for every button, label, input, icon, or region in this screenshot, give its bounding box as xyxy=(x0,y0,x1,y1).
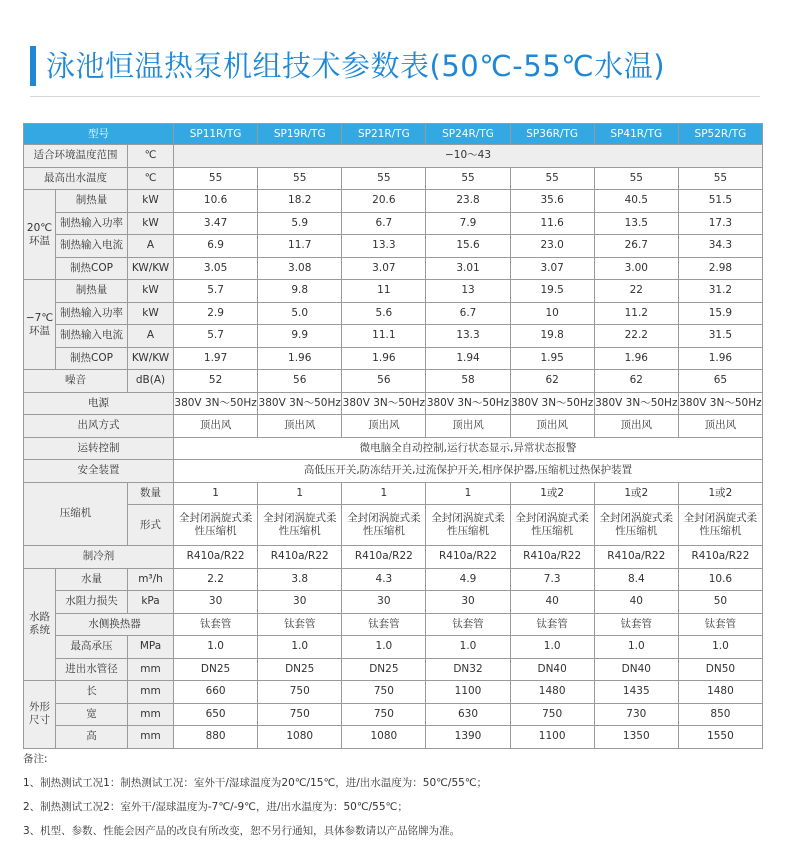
value-cell: 880 xyxy=(174,726,258,749)
value-cell: 380V 3N～50Hz xyxy=(594,392,678,415)
row-label: 水侧换热器 xyxy=(56,613,174,636)
spec-row xyxy=(24,415,763,438)
unit-cell: KW/KW xyxy=(128,257,174,280)
value-cell: 850 xyxy=(678,703,762,726)
value-cell: 55 xyxy=(510,167,594,190)
spec-row xyxy=(24,703,763,726)
unit-cell: ℃ xyxy=(128,167,174,190)
value-cell: 1480 xyxy=(510,681,594,704)
spec-row xyxy=(24,190,763,213)
notes xyxy=(23,752,487,848)
model-header: SP36R/TG xyxy=(510,124,594,145)
value-cell: 11.1 xyxy=(342,325,426,348)
value-cell: 顶出风 xyxy=(426,415,510,438)
group-label: 水路 系统 xyxy=(24,568,56,681)
model-header-label: 型号 xyxy=(24,124,174,145)
spec-row xyxy=(24,636,763,659)
spec-row xyxy=(24,325,763,348)
value-cell: 3.01 xyxy=(426,257,510,280)
row-label: 适合环境温度范围 xyxy=(24,145,128,168)
value-cell: −10～43 xyxy=(174,145,763,168)
value-cell: 11 xyxy=(342,280,426,303)
row-label: 宽 xyxy=(56,703,128,726)
value-cell: DN25 xyxy=(258,658,342,681)
unit-cell: kPa xyxy=(128,591,174,614)
value-cell: 750 xyxy=(342,703,426,726)
row-label: 电源 xyxy=(24,392,174,415)
value-cell: 1.96 xyxy=(342,347,426,370)
spec-row xyxy=(24,212,763,235)
value-cell: 31.5 xyxy=(678,325,762,348)
value-cell: 6.7 xyxy=(426,302,510,325)
value-cell: 34.3 xyxy=(678,235,762,258)
unit-cell: A xyxy=(128,235,174,258)
value-cell: 1.0 xyxy=(678,636,762,659)
value-cell: R410a/R22 xyxy=(426,546,510,569)
spec-row xyxy=(24,482,763,505)
spec-row xyxy=(24,613,763,636)
spec-row xyxy=(24,392,763,415)
value-cell: 顶出风 xyxy=(174,415,258,438)
row-label: 数量 xyxy=(128,482,174,505)
value-cell: 10.6 xyxy=(678,568,762,591)
unit-cell: MPa xyxy=(128,636,174,659)
value-cell: 31.2 xyxy=(678,280,762,303)
value-cell: 钛套管 xyxy=(258,613,342,636)
value-cell: 9.9 xyxy=(258,325,342,348)
spec-row xyxy=(24,167,763,190)
value-cell: 1.96 xyxy=(594,347,678,370)
unit-cell: mm xyxy=(128,658,174,681)
unit-cell: A xyxy=(128,325,174,348)
value-cell: 1480 xyxy=(678,681,762,704)
value-cell: 15.9 xyxy=(678,302,762,325)
value-cell: 22.2 xyxy=(594,325,678,348)
value-cell: 钛套管 xyxy=(174,613,258,636)
group-label: −7℃ 环温 xyxy=(24,280,56,370)
row-label: 制热COP xyxy=(56,257,128,280)
value-cell: 1550 xyxy=(678,726,762,749)
unit-cell: mm xyxy=(128,703,174,726)
unit-cell: kW xyxy=(128,190,174,213)
value-cell: 全封闭涡旋式柔性压缩机 xyxy=(426,505,510,546)
value-cell: 全封闭涡旋式柔性压缩机 xyxy=(510,505,594,546)
value-cell: 4.3 xyxy=(342,568,426,591)
value-cell: 高低压开关,防冻结开关,过流保护开关,相序保护器,压缩机过热保护装置 xyxy=(174,460,763,483)
value-cell: 1.96 xyxy=(258,347,342,370)
row-label: 制热输入功率 xyxy=(56,212,128,235)
value-cell: 1或2 xyxy=(510,482,594,505)
value-cell: 9.8 xyxy=(258,280,342,303)
value-cell: 顶出风 xyxy=(342,415,426,438)
value-cell: 钛套管 xyxy=(426,613,510,636)
spec-row xyxy=(24,681,763,704)
value-cell: 18.2 xyxy=(258,190,342,213)
unit-cell: ℃ xyxy=(128,145,174,168)
value-cell: 1.0 xyxy=(510,636,594,659)
value-cell: 10.6 xyxy=(174,190,258,213)
value-cell: 750 xyxy=(258,681,342,704)
value-cell: 顶出风 xyxy=(510,415,594,438)
value-cell: 13.5 xyxy=(594,212,678,235)
value-cell: 30 xyxy=(342,591,426,614)
value-cell: 55 xyxy=(678,167,762,190)
unit-cell: dB(A) xyxy=(128,370,174,393)
value-cell: R410a/R22 xyxy=(510,546,594,569)
value-cell: 55 xyxy=(594,167,678,190)
note-item: 1、制热测试工况1：制热测试工况：室外干/湿球温度为20℃/15℃，进/出水温度为：50℃/55℃； xyxy=(23,777,488,789)
value-cell: 钛套管 xyxy=(510,613,594,636)
value-cell: 全封闭涡旋式柔性压缩机 xyxy=(678,505,762,546)
value-cell: 380V 3N～50Hz xyxy=(342,392,426,415)
value-cell: 1.94 xyxy=(426,347,510,370)
row-label: 制热COP xyxy=(56,347,128,370)
value-cell: 6.7 xyxy=(342,212,426,235)
value-cell: 5.7 xyxy=(174,280,258,303)
value-cell: 380V 3N～50Hz xyxy=(174,392,258,415)
row-label: 噪音 xyxy=(24,370,128,393)
value-cell: 7.9 xyxy=(426,212,510,235)
value-cell: 750 xyxy=(510,703,594,726)
spec-row xyxy=(24,370,763,393)
unit-cell: KW/KW xyxy=(128,347,174,370)
unit-cell: kW xyxy=(128,212,174,235)
value-cell: 1.0 xyxy=(174,636,258,659)
value-cell: 380V 3N～50Hz xyxy=(426,392,510,415)
value-cell: 40 xyxy=(510,591,594,614)
spec-row xyxy=(24,726,763,749)
value-cell: DN32 xyxy=(426,658,510,681)
value-cell: DN25 xyxy=(342,658,426,681)
unit-cell: m³/h xyxy=(128,568,174,591)
value-cell: 1.0 xyxy=(258,636,342,659)
value-cell: 3.05 xyxy=(174,257,258,280)
value-cell: 11.7 xyxy=(258,235,342,258)
value-cell: 26.7 xyxy=(594,235,678,258)
spec-row xyxy=(24,546,763,569)
value-cell: 380V 3N～50Hz xyxy=(510,392,594,415)
value-cell: 1或2 xyxy=(678,482,762,505)
row-label: 水量 xyxy=(56,568,128,591)
value-cell: DN40 xyxy=(510,658,594,681)
value-cell: 3.08 xyxy=(258,257,342,280)
spec-row xyxy=(24,280,763,303)
value-cell: 13 xyxy=(426,280,510,303)
value-cell: 15.6 xyxy=(426,235,510,258)
value-cell: 30 xyxy=(174,591,258,614)
value-cell: 380V 3N～50Hz xyxy=(678,392,762,415)
value-cell: 13.3 xyxy=(426,325,510,348)
model-header: SP41R/TG xyxy=(594,124,678,145)
value-cell: 1或2 xyxy=(594,482,678,505)
value-cell: R410a/R22 xyxy=(342,546,426,569)
model-header: SP21R/TG xyxy=(342,124,426,145)
model-header: SP11R/TG xyxy=(174,124,258,145)
spec-row xyxy=(24,658,763,681)
row-label: 制热量 xyxy=(56,190,128,213)
value-cell: 730 xyxy=(594,703,678,726)
value-cell: 10 xyxy=(510,302,594,325)
value-cell: 顶出风 xyxy=(678,415,762,438)
value-cell: 35.6 xyxy=(510,190,594,213)
header-row xyxy=(24,124,763,145)
value-cell: 1.95 xyxy=(510,347,594,370)
value-cell: 顶出风 xyxy=(594,415,678,438)
spec-row xyxy=(24,591,763,614)
unit-cell: kW xyxy=(128,280,174,303)
value-cell: 3.47 xyxy=(174,212,258,235)
row-label: 制热输入电流 xyxy=(56,235,128,258)
value-cell: 3.07 xyxy=(510,257,594,280)
value-cell: 5.6 xyxy=(342,302,426,325)
value-cell: 380V 3N～50Hz xyxy=(258,392,342,415)
value-cell: 8.4 xyxy=(594,568,678,591)
model-header: SP52R/TG xyxy=(678,124,762,145)
value-cell: 钛套管 xyxy=(342,613,426,636)
value-cell: 2.9 xyxy=(174,302,258,325)
value-cell: 1.0 xyxy=(594,636,678,659)
value-cell: 58 xyxy=(426,370,510,393)
value-cell: 1100 xyxy=(426,681,510,704)
value-cell: 11.2 xyxy=(594,302,678,325)
spec-row xyxy=(24,505,763,546)
value-cell: R410a/R22 xyxy=(594,546,678,569)
value-cell: R410a/R22 xyxy=(678,546,762,569)
group-label: 20℃ 环温 xyxy=(24,190,56,280)
value-cell: 50 xyxy=(678,591,762,614)
spec-row xyxy=(24,235,763,258)
value-cell: 3.07 xyxy=(342,257,426,280)
row-label: 最高承压 xyxy=(56,636,128,659)
row-label: 形式 xyxy=(128,505,174,546)
value-cell: 55 xyxy=(426,167,510,190)
spec-row xyxy=(24,145,763,168)
unit-cell: mm xyxy=(128,681,174,704)
spec-row xyxy=(24,302,763,325)
value-cell: 56 xyxy=(258,370,342,393)
page-title: 泳池恒温热泵机组技术参数表(50℃-55℃水温) xyxy=(46,49,666,83)
value-cell: 2.2 xyxy=(174,568,258,591)
notes-heading: 备注: xyxy=(23,753,48,765)
value-cell: 2.98 xyxy=(678,257,762,280)
value-cell: 17.3 xyxy=(678,212,762,235)
value-cell: DN25 xyxy=(174,658,258,681)
value-cell: 5.9 xyxy=(258,212,342,235)
group-label: 压缩机 xyxy=(24,482,128,546)
value-cell: 630 xyxy=(426,703,510,726)
row-label: 制热输入电流 xyxy=(56,325,128,348)
value-cell: 4.9 xyxy=(426,568,510,591)
value-cell: 1435 xyxy=(594,681,678,704)
value-cell: 23.0 xyxy=(510,235,594,258)
model-header: SP19R/TG xyxy=(258,124,342,145)
value-cell: R410a/R22 xyxy=(258,546,342,569)
value-cell: 19.5 xyxy=(510,280,594,303)
value-cell: 3.00 xyxy=(594,257,678,280)
group-label: 外形 尺寸 xyxy=(24,681,56,749)
title-accent-bar xyxy=(30,46,36,86)
unit-cell: kW xyxy=(128,302,174,325)
value-cell: 750 xyxy=(258,703,342,726)
spec-row xyxy=(24,347,763,370)
row-label: 水阻力损失 xyxy=(56,591,128,614)
value-cell: 1100 xyxy=(510,726,594,749)
value-cell: 1.0 xyxy=(426,636,510,659)
note-item: 2、制热测试工况2：室外干/湿球温度为-7℃/-9℃，进/出水温度为：50℃/55℃； xyxy=(23,801,408,813)
value-cell: 3.8 xyxy=(258,568,342,591)
value-cell: 1350 xyxy=(594,726,678,749)
value-cell: 62 xyxy=(594,370,678,393)
value-cell: 1 xyxy=(426,482,510,505)
value-cell: 1.96 xyxy=(678,347,762,370)
row-label: 进出水管径 xyxy=(56,658,128,681)
value-cell: 全封闭涡旋式柔性压缩机 xyxy=(258,505,342,546)
row-label: 长 xyxy=(56,681,128,704)
value-cell: 40 xyxy=(594,591,678,614)
value-cell: 30 xyxy=(258,591,342,614)
value-cell: 全封闭涡旋式柔性压缩机 xyxy=(342,505,426,546)
value-cell: 5.7 xyxy=(174,325,258,348)
value-cell: 30 xyxy=(426,591,510,614)
spec-row xyxy=(24,460,763,483)
row-label: 高 xyxy=(56,726,128,749)
value-cell: 钛套管 xyxy=(594,613,678,636)
value-cell: DN40 xyxy=(594,658,678,681)
value-cell: 55 xyxy=(258,167,342,190)
row-label: 运转控制 xyxy=(24,437,174,460)
row-label: 制热输入功率 xyxy=(56,302,128,325)
value-cell: 全封闭涡旋式柔性压缩机 xyxy=(174,505,258,546)
title-divider xyxy=(30,96,760,97)
value-cell: 62 xyxy=(510,370,594,393)
value-cell: 11.6 xyxy=(510,212,594,235)
note-item: 3、机型、参数、性能会因产品的改良有所改变，恕不另行通知，具体参数请以产品铭牌为准。 xyxy=(23,825,461,837)
spec-row xyxy=(24,568,763,591)
value-cell: 6.9 xyxy=(174,235,258,258)
value-cell: 750 xyxy=(342,681,426,704)
value-cell: 13.3 xyxy=(342,235,426,258)
row-label: 安全装置 xyxy=(24,460,174,483)
unit-cell: mm xyxy=(128,726,174,749)
value-cell: 22 xyxy=(594,280,678,303)
value-cell: 1080 xyxy=(342,726,426,749)
value-cell: 40.5 xyxy=(594,190,678,213)
value-cell: 1 xyxy=(342,482,426,505)
value-cell: 1080 xyxy=(258,726,342,749)
value-cell: 1.0 xyxy=(342,636,426,659)
value-cell: 55 xyxy=(342,167,426,190)
value-cell: 19.8 xyxy=(510,325,594,348)
value-cell: 钛套管 xyxy=(678,613,762,636)
value-cell: 650 xyxy=(174,703,258,726)
model-header: SP24R/TG xyxy=(426,124,510,145)
value-cell: 51.5 xyxy=(678,190,762,213)
value-cell: 56 xyxy=(342,370,426,393)
value-cell: DN50 xyxy=(678,658,762,681)
value-cell: 微电脑全自动控制,运行状态显示,异常状态报警 xyxy=(174,437,763,460)
row-label: 最高出水温度 xyxy=(24,167,128,190)
value-cell: 5.0 xyxy=(258,302,342,325)
row-label: 制热量 xyxy=(56,280,128,303)
value-cell: 1 xyxy=(174,482,258,505)
value-cell: 23.8 xyxy=(426,190,510,213)
value-cell: 1.97 xyxy=(174,347,258,370)
value-cell: 顶出风 xyxy=(258,415,342,438)
spec-table xyxy=(23,123,763,749)
value-cell: 20.6 xyxy=(342,190,426,213)
value-cell: 52 xyxy=(174,370,258,393)
spec-row xyxy=(24,437,763,460)
value-cell: 7.3 xyxy=(510,568,594,591)
value-cell: R410a/R22 xyxy=(174,546,258,569)
row-label: 出风方式 xyxy=(24,415,174,438)
value-cell: 65 xyxy=(678,370,762,393)
value-cell: 1 xyxy=(258,482,342,505)
value-cell: 全封闭涡旋式柔性压缩机 xyxy=(594,505,678,546)
spec-row xyxy=(24,257,763,280)
value-cell: 1390 xyxy=(426,726,510,749)
value-cell: 660 xyxy=(174,681,258,704)
value-cell: 55 xyxy=(174,167,258,190)
row-label: 制冷剂 xyxy=(24,546,174,569)
